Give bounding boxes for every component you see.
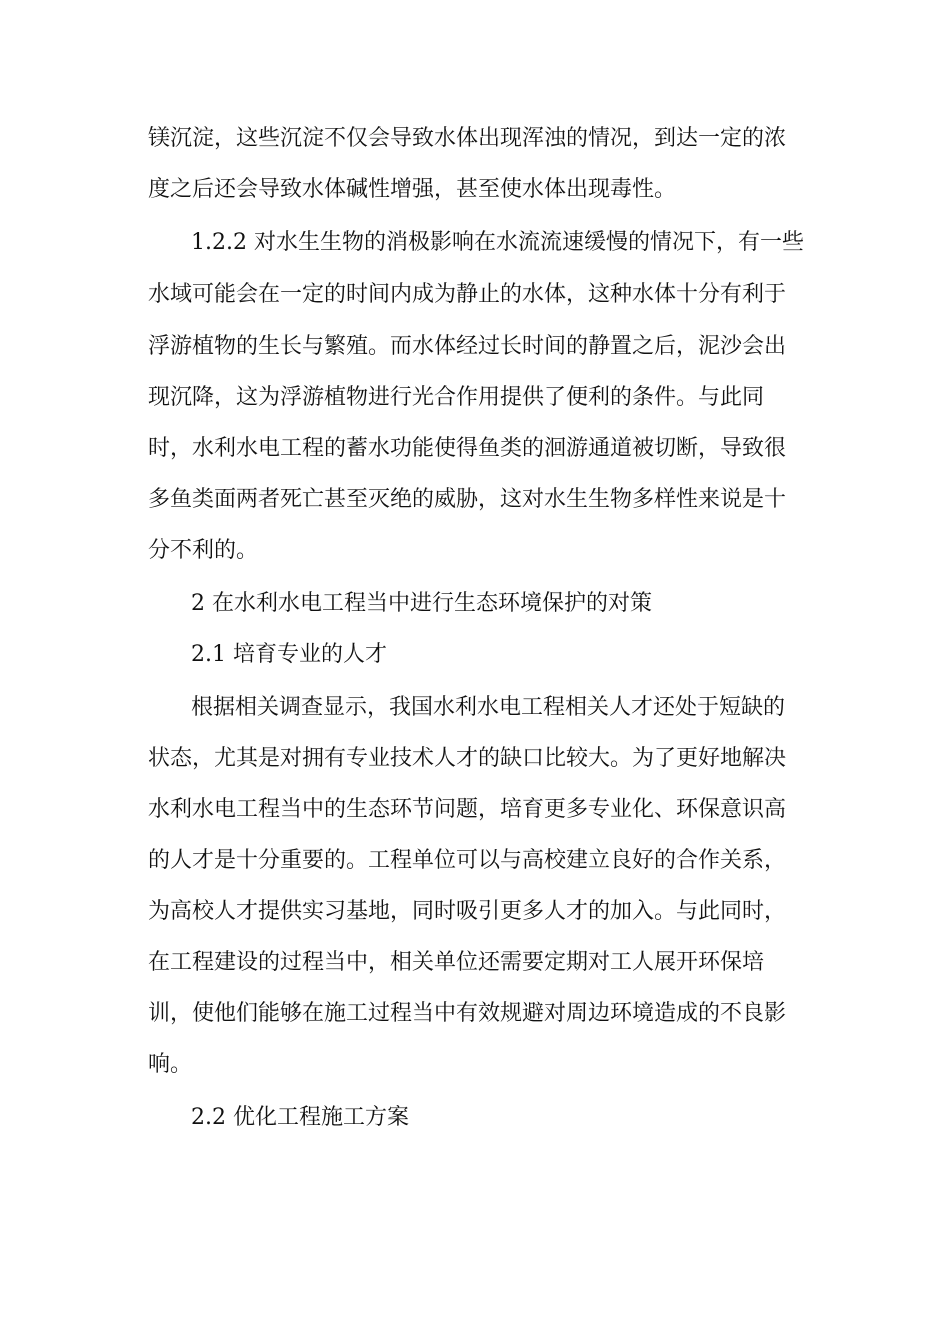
section-heading-1-2-2: 1.2.2 对水生生物的消极影响在水流流速缓慢的情况下，有一些 xyxy=(191,230,804,255)
paragraph-line: 训，使他们能够在施工过程当中有效规避对周边环境造成的不良影 xyxy=(148,1001,787,1026)
paragraph-line: 浮游植物的生长与繁殖。而水体经过长时间的静置之后，泥沙会出 xyxy=(148,334,787,359)
paragraph-line: 为高校人才提供实习基地，同时吸引更多人才的加入。与此同时， xyxy=(148,899,787,924)
paragraph-line: 根据相关调查显示，我国水利水电工程相关人才还处于短缺的 xyxy=(191,695,786,720)
section-heading-2: 2 在水利水电工程当中进行生态环境保护的对策 xyxy=(191,591,652,616)
paragraph-line: 度之后还会导致水体碱性增强，甚至使水体出现毒性。 xyxy=(148,177,677,202)
section-heading-2-1: 2.1 培育专业的人才 xyxy=(191,642,387,667)
paragraph-line: 的人才是十分重要的。工程单位可以与高校建立良好的合作关系， xyxy=(148,848,787,873)
paragraph-line: 时，水利水电工程的蓄水功能使得鱼类的洄游通道被切断，导致很 xyxy=(148,436,787,461)
paragraph-line: 状态，尤其是对拥有专业技术人才的缺口比较大。为了更好地解决 xyxy=(148,746,787,771)
paragraph-line: 镁沉淀，这些沉淀不仅会导致水体出现浑浊的情况，到达一定的浓 xyxy=(148,126,787,151)
paragraph-line: 现沉降，这为浮游植物进行光合作用提供了便利的条件。与此同 xyxy=(148,385,765,410)
paragraph-line: 水域可能会在一定的时间内成为静止的水体，这种水体十分有利于 xyxy=(148,282,787,307)
paragraph-line: 在工程建设的过程当中，相关单位还需要定期对工人展开环保培 xyxy=(148,950,765,975)
paragraph-line: 分不利的。 xyxy=(148,538,259,563)
paragraph-line: 响。 xyxy=(148,1052,193,1077)
section-heading-2-2: 2.2 优化工程施工方案 xyxy=(191,1105,409,1130)
paragraph-line: 水利水电工程当中的生态环节问题，培育更多专业化、环保意识高 xyxy=(148,797,787,822)
paragraph-line: 多鱼类面两者死亡甚至灭绝的威胁，这对水生生物多样性来说是十 xyxy=(148,487,787,512)
